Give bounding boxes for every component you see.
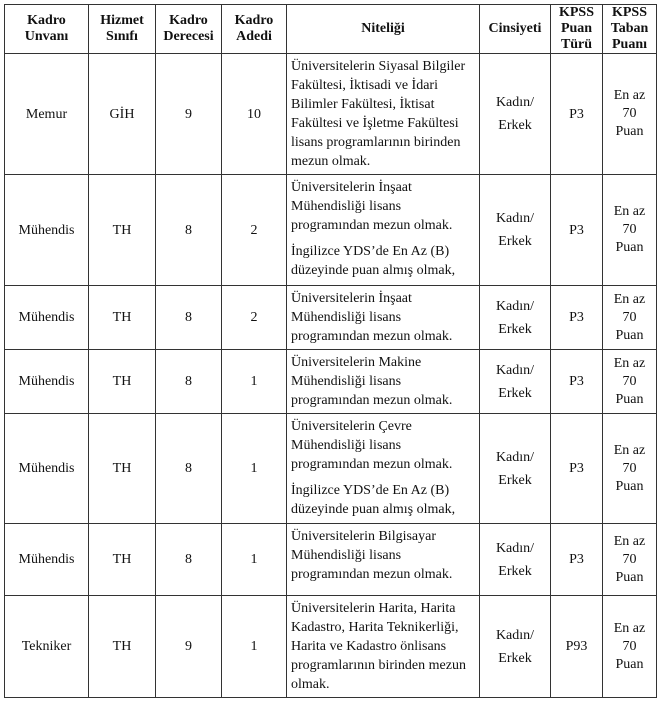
cell-description: Üniversitelerin Makine Mühendisliği lisans programından mezun olmak. [287,350,480,414]
cell-grade: 8 [156,414,222,524]
cell-count: 2 [222,175,287,286]
cell-kpss-type: P3 [551,524,603,596]
cell-service: TH [89,524,156,596]
positions-table [4,4,657,698]
cell-kpss-type: P93 [551,596,603,698]
table-row [5,596,657,698]
cell-kpss-type: P3 [551,286,603,350]
cell-service: TH [89,175,156,286]
table-row [5,414,657,524]
cell-min-score: En az 70 Puan [603,286,657,350]
cell-kpss-type: P3 [551,350,603,414]
cell-count: 1 [222,524,287,596]
cell-kpss-type: P3 [551,175,603,286]
cell-description: Üniversitelerin Bilgisayar Mühendisliği lisans programından mezun olmak. [287,524,480,596]
cell-gender: Kadın/ Erkek [480,54,551,175]
header-kadro-derecesi: Kadro Derecesi [156,5,222,54]
cell-gender: Kadın/ Erkek [480,414,551,524]
cell-gender: Kadın/ Erkek [480,524,551,596]
cell-count: 10 [222,54,287,175]
cell-gender: Kadın/ Erkek [480,175,551,286]
cell-grade: 8 [156,286,222,350]
cell-count: 1 [222,350,287,414]
cell-grade: 9 [156,54,222,175]
cell-title: Mühendis [5,524,89,596]
cell-title: Mühendis [5,414,89,524]
cell-service: TH [89,286,156,350]
cell-grade: 9 [156,596,222,698]
cell-service: TH [89,350,156,414]
header-hizmet-sinifi: Hizmet Sınıfı [89,5,156,54]
cell-title: Mühendis [5,175,89,286]
table-row [5,286,657,350]
header-kpss-taban-puani: KPSS Taban Puanı [603,5,657,54]
cell-count: 1 [222,596,287,698]
cell-title: Tekniker [5,596,89,698]
cell-description: Üniversitelerin İnşaat Mühendisliği lisans programından mezun olmak. [287,286,480,350]
table-row [5,54,657,175]
cell-min-score: En az 70 Puan [603,54,657,175]
cell-grade: 8 [156,524,222,596]
header-kadro-adedi: Kadro Adedi [222,5,287,54]
cell-min-score: En az 70 Puan [603,596,657,698]
header-row [5,5,657,54]
cell-min-score: En az 70 Puan [603,175,657,286]
cell-grade: 8 [156,175,222,286]
cell-kpss-type: P3 [551,414,603,524]
cell-service: TH [89,414,156,524]
cell-gender: Kadın/ Erkek [480,350,551,414]
cell-count: 2 [222,286,287,350]
header-kadro-unvani: Kadro Unvanı [5,5,89,54]
cell-requirement: İngilizce YDS’de En Az (B) düzeyinde puan almış olmak, [291,244,456,278]
table-row [5,175,657,286]
cell-min-score: En az 70 Puan [603,350,657,414]
cell-min-score: En az 70 Puan [603,524,657,596]
cell-kpss-type: P3 [551,54,603,175]
cell-grade: 8 [156,350,222,414]
cell-count: 1 [222,414,287,524]
cell-requirement: İngilizce YDS’de En Az (B) düzeyinde puan almış olmak, [291,483,456,517]
cell-description: Üniversitelerin Çevre Mühendisliği lisans programından mezun olmak. İngilizce YDS’de En Az (B) düzeyinde puan almış olmak, [287,414,480,524]
header-niteligi: Niteliği [287,5,480,54]
cell-title: Mühendis [5,286,89,350]
cell-title: Mühendis [5,350,89,414]
cell-gender: Kadın/ Erkek [480,596,551,698]
cell-service: TH [89,596,156,698]
cell-description: Üniversitelerin İnşaat Mühendisliği lisans programından mezun olmak. İngilizce YDS’de En Az (B) düzeyinde puan almış olmak, [287,175,480,286]
cell-description: Üniversitelerin Siyasal Bilgiler Fakültesi, İktisadi ve İdari Bilimler Fakültesi, İktisat Fakültesi ve İşletme Fakültesi lisans programlarının birinden mezun olmak. [287,54,480,175]
cell-min-score: En az 70 Puan [603,414,657,524]
cell-title: Memur [5,54,89,175]
header-cinsiyeti: Cinsiyeti [480,5,551,54]
cell-description: Üniversitelerin Harita, Harita Kadastro, Harita Teknikerliği, Harita ve Kadastro önlisans programlarının birinden mezun olmak. [287,596,480,698]
header-kpss-puan-turu: KPSS Puan Türü [551,5,603,54]
table-row [5,524,657,596]
table-row [5,350,657,414]
cell-service: GİH [89,54,156,175]
cell-gender: Kadın/ Erkek [480,286,551,350]
